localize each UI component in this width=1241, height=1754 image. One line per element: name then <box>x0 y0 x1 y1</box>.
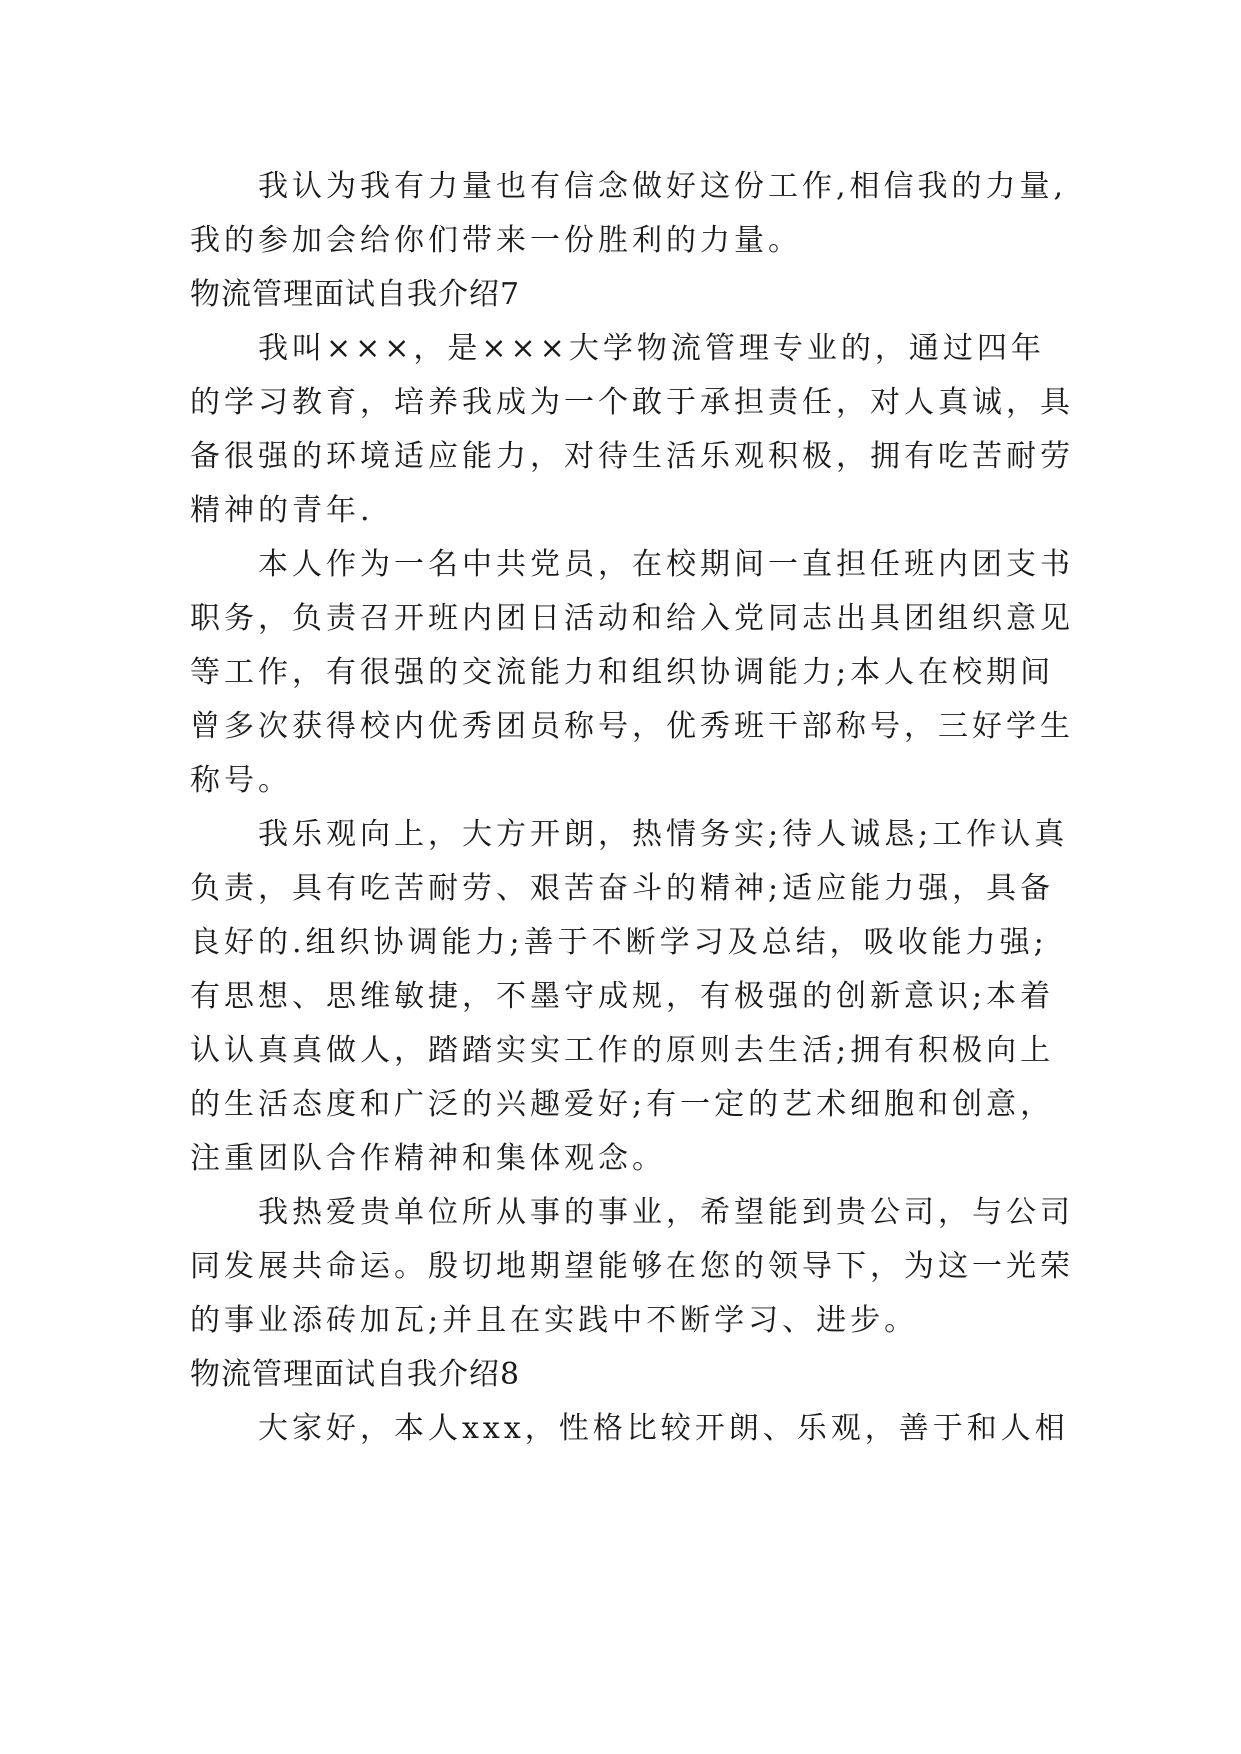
paragraph-line: 的事业添砖加瓦;并且在实践中不断学习、进步。 <box>190 1303 919 1338</box>
paragraph-line: 我热爱贵单位所从事的事业，希望能到贵公司，与公司 <box>258 1195 1074 1230</box>
paragraph-line: 有思想、思维敏捷，不墨守成规，有极强的创新意识;本着 <box>190 979 1055 1014</box>
paragraph-line: 精神的青年. <box>190 493 374 528</box>
paragraph-line: 的生活态度和广泛的兴趣爱好;有一定的艺术细胞和创意， <box>190 1087 1055 1122</box>
section-heading: 物流管理面试自我介绍7 <box>190 277 521 312</box>
paragraph-line: 我认为我有力量也有信念做好这份工作,相信我的力量, <box>258 169 1068 204</box>
paragraph-line: 我乐观向上，大方开朗，热情务实;待人诚恳;工作认真 <box>258 817 1069 852</box>
paragraph-line: 认认真真做人，踏踏实实工作的原则去生活;拥有积极向上 <box>190 1033 1055 1068</box>
paragraph-line: 职务，负责召开班内团日活动和给入党同志出具团组织意见 <box>190 601 1074 636</box>
paragraph-line: 我叫×××，是×××大学物流管理专业的，通过四年 <box>258 331 1045 366</box>
paragraph-line: 注重团队合作精神和集体观念。 <box>190 1141 666 1176</box>
paragraph-line: 我的参加会给你们带来一份胜利的力量。 <box>190 223 802 258</box>
paragraph-line: 大家好，本人xxx，性格比较开朗、乐观，善于和人相 <box>258 1411 1069 1446</box>
paragraph-line: 同发展共命运。殷切地期望能够在您的领导下，为这一光荣 <box>190 1249 1074 1284</box>
paragraph-line: 的学习教育，培养我成为一个敢于承担责任，对人真诚，具 <box>190 385 1074 420</box>
paragraph-line: 称号。 <box>190 763 292 798</box>
paragraph-line: 良好的.组织协调能力;善于不断学习及总结，吸收能力强; <box>190 925 1048 960</box>
section-heading: 物流管理面试自我介绍8 <box>190 1357 521 1392</box>
paragraph-line: 负责，具有吃苦耐劳、艰苦奋斗的精神;适应能力强，具备 <box>190 871 1055 906</box>
document-body <box>190 160 1090 1456</box>
paragraph-line: 备很强的环境适应能力，对待生活乐观积极，拥有吃苦耐劳 <box>190 439 1074 474</box>
paragraph-line: 等工作，有很强的交流能力和组织协调能力;本人在校期间 <box>190 655 1055 690</box>
paragraph-line: 曾多次获得校内优秀团员称号，优秀班干部称号，三好学生 <box>190 709 1074 744</box>
paragraph-line: 本人作为一名中共党员，在校期间一直担任班内团支书 <box>258 547 1074 582</box>
